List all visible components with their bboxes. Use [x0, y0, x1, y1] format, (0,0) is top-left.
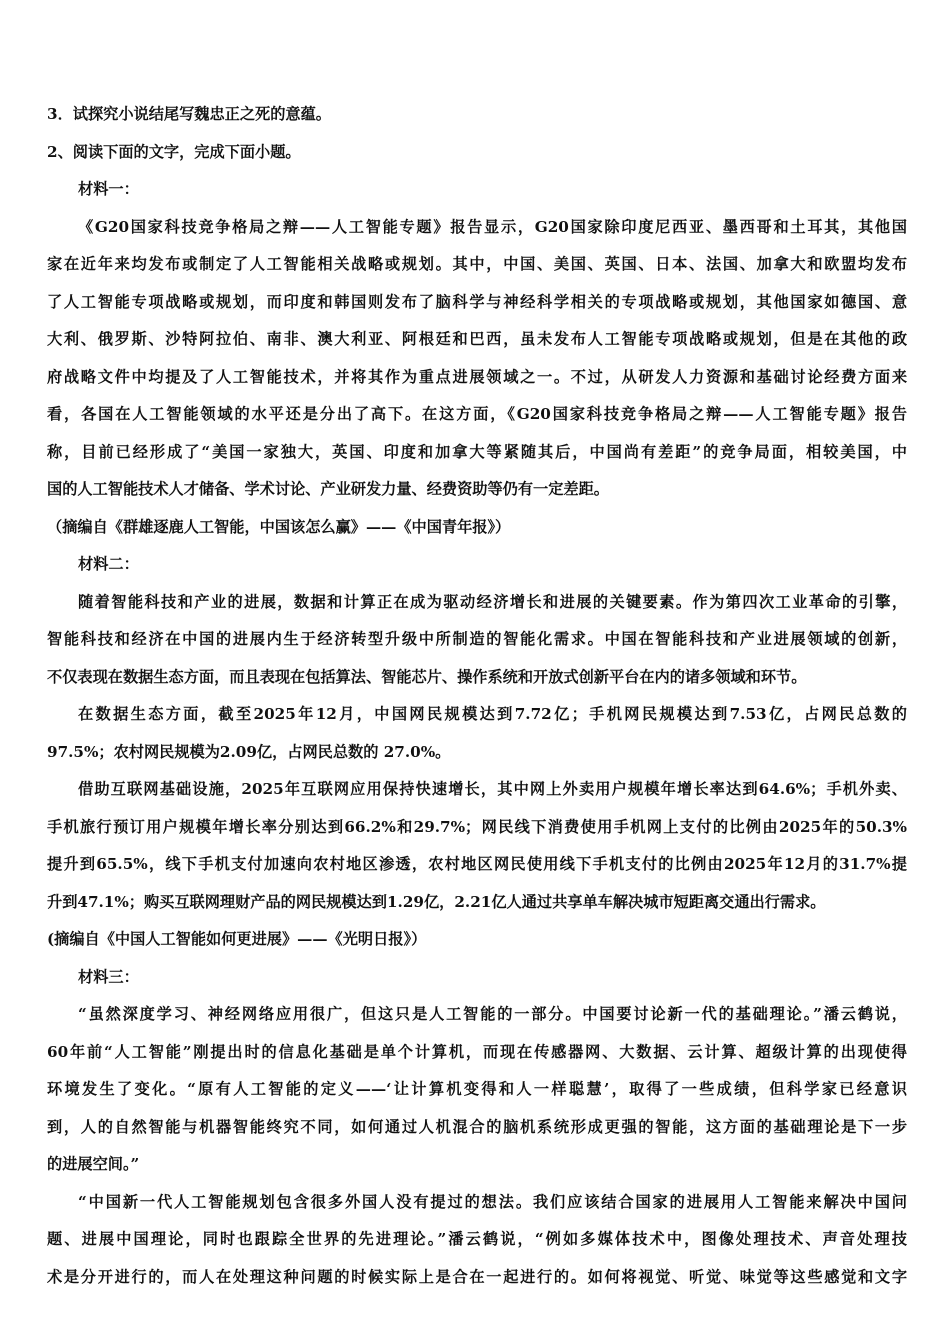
- text-line: 材料二：: [78, 555, 139, 573]
- text-line: 借助互联网基础设施，2025年互联网应用保持快速增长，其中网上外卖用户规模年增长率达到64.6%；手机外卖、: [78, 780, 907, 798]
- text-line: 手机旅行预订用户规模年增长率分别达到66.2%和29.7%；网民线下消费使用手机网上支付的比例由2025年的50.3%: [47, 817, 907, 836]
- text-line: 术是分开进行的，而人在处理这种问题的时候实际上是合在一起进行的。如何将视觉、听觉、味觉等这些感觉和文字: [47, 1267, 907, 1286]
- text-line: “中国新一代人工智能规划包含很多外国人没有提过的想法。我们应该结合国家的进展用人工智能来解决中国问: [78, 1192, 907, 1211]
- text-line: 材料三：: [78, 967, 139, 986]
- text-line: 3．试探究小说结尾写魏忠正之死的意蕴。: [47, 105, 331, 123]
- text-line: 大利、俄罗斯、沙特阿拉伯、南非、澳大利亚、阿根廷和巴西，虽未发布人工智能专项战略或规划，但是在其他的政: [47, 330, 907, 348]
- text-line: 看，各国在人工智能领域的水平还是分出了高下。在这方面，《G20国家科技竞争格局之辩——人工智能专题》报告: [47, 405, 907, 423]
- text-line: (摘编自《中国人工智能如何更进展》——《光明日报》）: [47, 930, 427, 948]
- text-line: 不仅表现在数据生态方面，而且表现在包括算法、智能芯片、操作系统和开放式创新平台在内的诸多领域和环节。: [47, 667, 807, 686]
- text-line: 在数据生态方面，截至2025年12月，中国网民规模达到7.72亿；手机网民规模达到7.53亿，占网民总数的: [78, 705, 907, 723]
- text-line: 《G20国家科技竞争格局之辩——人工智能专题》报告显示，G20国家除印度尼西亚、墨西哥和土耳其，其他国: [78, 217, 907, 236]
- text-line: 提升到65.5%，线下手机支付加速向农村地区渗透，农村地区网民使用线下手机支付的比例由2025年12月的31.7%提: [47, 855, 907, 873]
- text-line: 家在近年来均发布或制定了人工智能相关战略或规划。其中，中国、美国、英国、日本、法国、加拿大和欧盟均发布: [47, 255, 907, 273]
- text-line: 60年前“人工智能”刚提出时的信息化基础是单个计算机，而现在传感器网、大数据、云计算、超级计算的出现使得: [47, 1042, 907, 1061]
- text-line: 题、进展中国理论，同时也跟踪全世界的先进理论。”潘云鹤说，“例如多媒体技术中，图像处理技术、声音处理技: [47, 1230, 907, 1248]
- text-line: “虽然深度学习、神经网络应用很广，但这只是人工智能的一部分。中国要讨论新一代的基础理论。”潘云鹤说，: [78, 1005, 907, 1023]
- text-line: 环境发生了变化。“原有人工智能的定义——‘让计算机变得和人一样聪慧’，取得了一些成绩，但科学家已经意识: [47, 1080, 907, 1098]
- text-line: 材料一：: [78, 180, 139, 198]
- text-line: （摘编自《群雄逐鹿人工智能，中国该怎么赢》——《中国青年报》）: [47, 517, 511, 536]
- text-line: 2、阅读下面的文字，完成下面小题。: [47, 142, 301, 161]
- text-line: 称，目前已经形成了“美国一家独大，英国、印度和加拿大等紧随其后，中国尚有差距”的竞争局面，相较美国，中: [47, 442, 907, 461]
- text-line: 国的人工智能技术人才储备、学术讨论、产业研发力量、经费资助等仍有一定差距。: [47, 480, 609, 498]
- text-line: 了人工智能专项战略或规划，而印度和韩国则发布了脑科学与神经科学相关的专项战略或规划，其他国家如德国、意: [47, 292, 907, 311]
- text-line: 到，人的自然智能与机器智能终究不同，如何通过人机混合的脑机系统形成更强的智能，这方面的基础理论是下一步: [47, 1117, 907, 1136]
- text-line: 智能科技和经济在中国的进展内生于经济转型升级中所制造的智能化需求。中国在智能科技和产业进展领域的创新，: [47, 630, 907, 648]
- text-line: 府战略文件中均提及了人工智能技术，并将其作为重点进展领域之一。不过，从研发人力资源和基础讨论经费方面来: [47, 367, 907, 386]
- document-page: [47, 96, 907, 1296]
- text-line: 的进展空间。”: [47, 1155, 140, 1173]
- text-line: 97.5%；农村网民规模为2.09亿，占网民总数的 27.0%。: [47, 742, 451, 761]
- text-line: 随着智能科技和产业的进展，数据和计算正在成为驱动经济增长和进展的关键要素。作为第四次工业革命的引擎，: [78, 592, 907, 611]
- text-line: 升到47.1%；购买互联网理财产品的网民规模达到1.29亿，2.21亿人通过共享单车解决城市短距离交通出行需求。: [47, 892, 826, 911]
